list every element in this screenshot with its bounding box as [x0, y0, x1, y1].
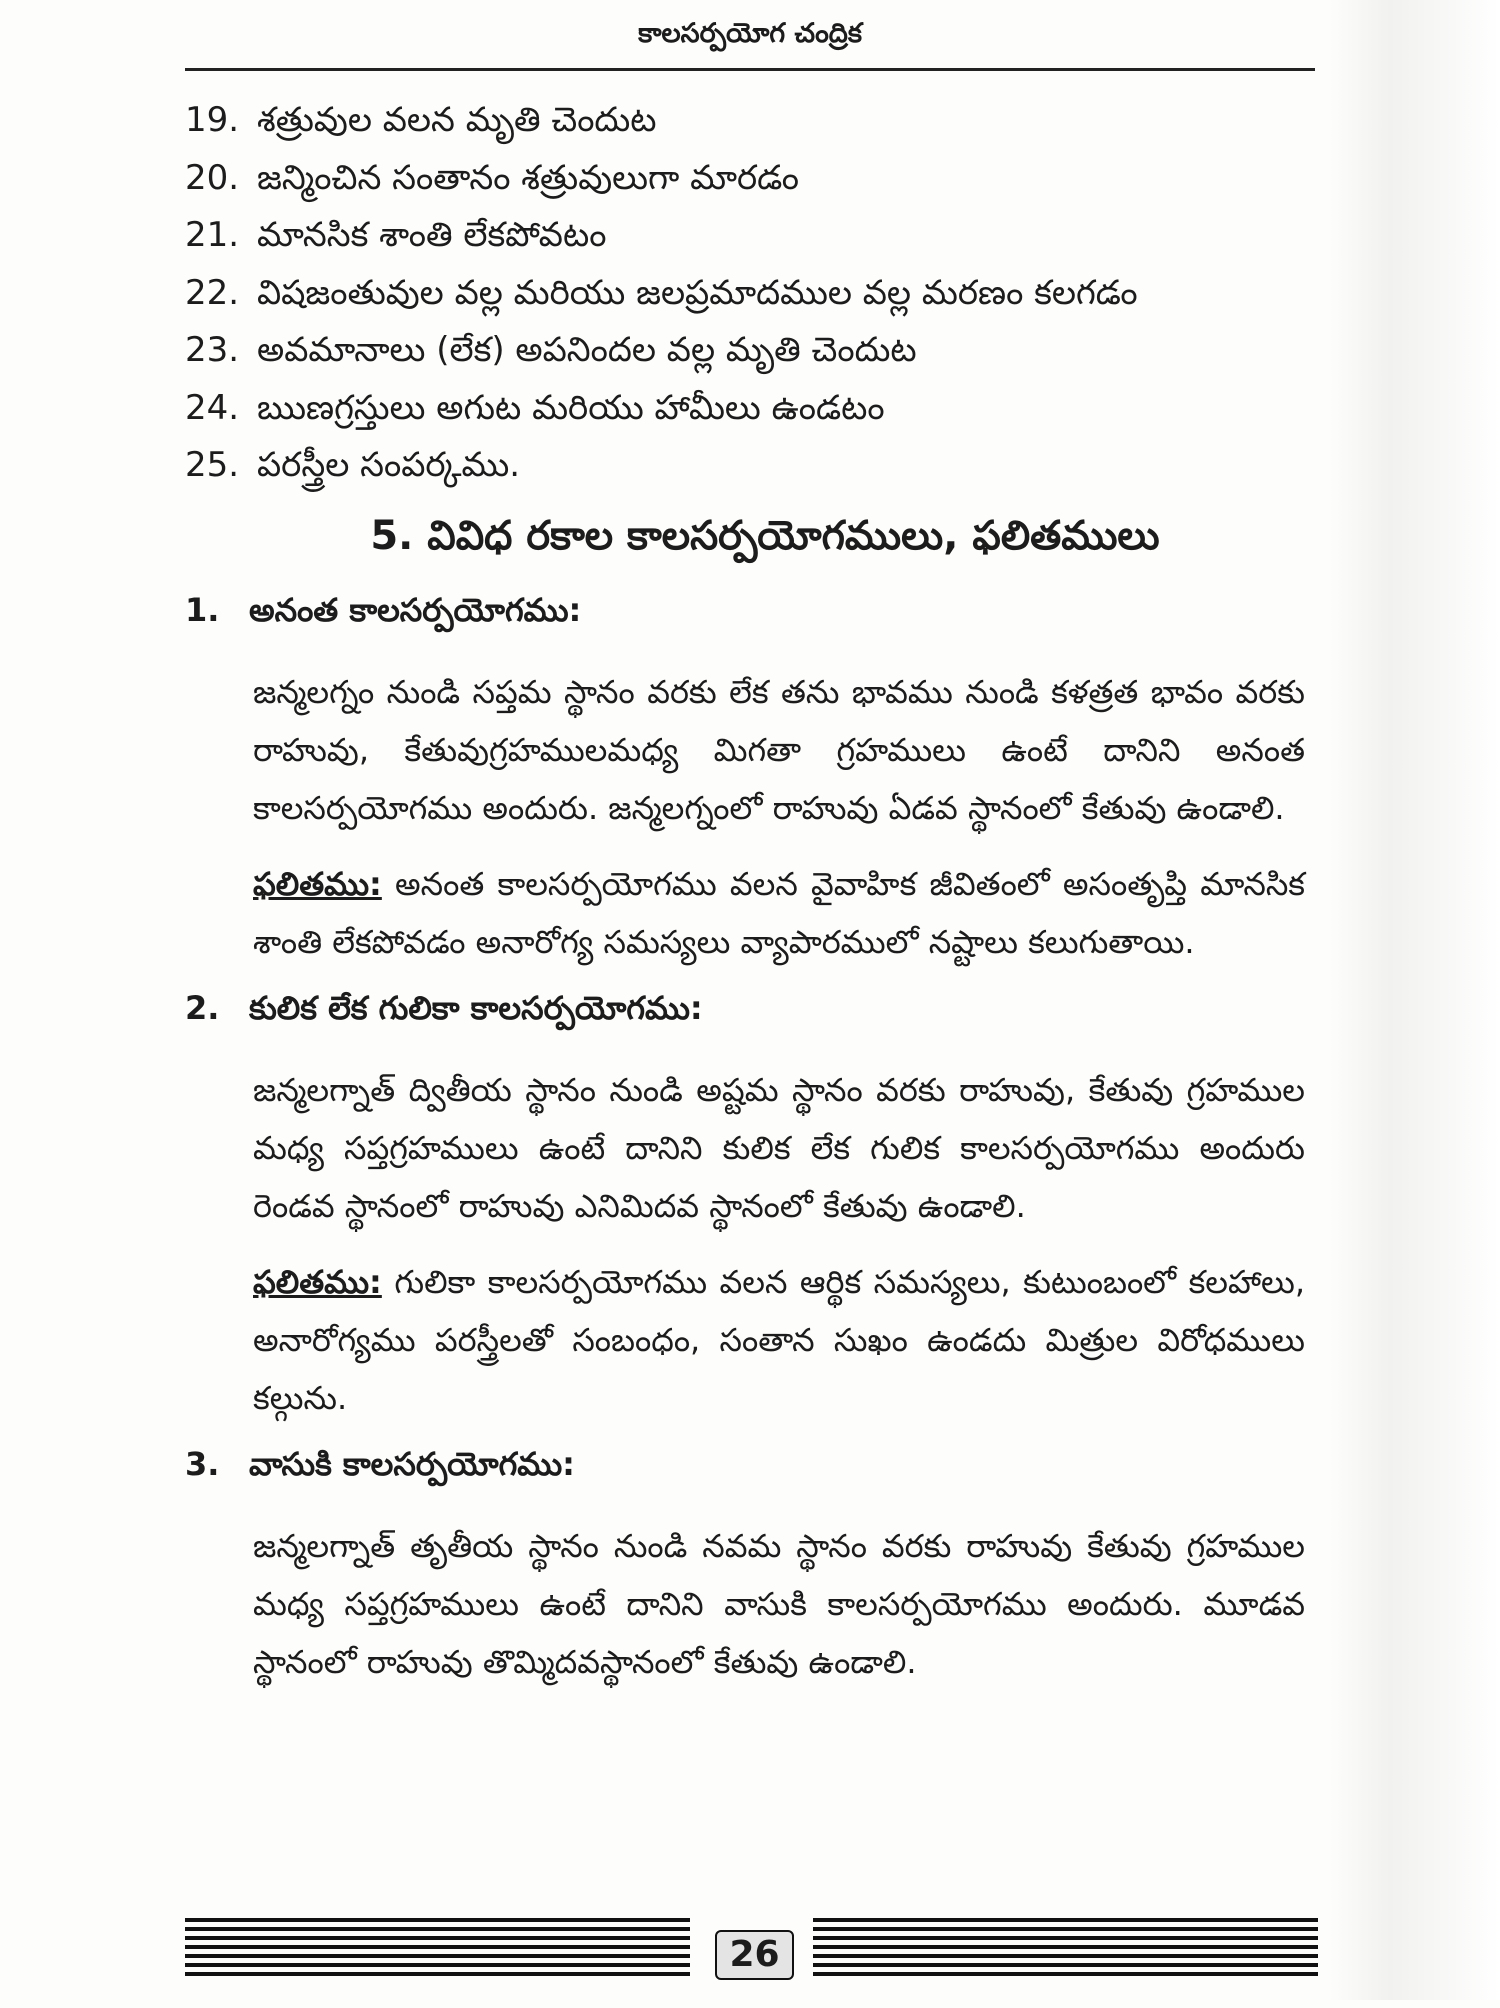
list-item-text: విషజంతువుల వల్ల మరియు జలప్రమాదముల వల్ల మరణం కలగడం — [257, 272, 1138, 313]
list-item-number: 24. — [185, 387, 240, 428]
section-number: 2. — [185, 988, 220, 1027]
footer-ornament-left — [185, 1918, 690, 2008]
list-item — [185, 380, 1315, 438]
section-heading-text: కులిక లేక గులికా కాలసర్పయోగము: — [249, 988, 703, 1027]
list-item-text: శత్రువుల వలన మృతి చెందుట — [257, 100, 657, 140]
page-number: 26 — [715, 1930, 794, 1980]
header-rule — [185, 68, 1315, 71]
running-header: కాలసర్పయోగ చంద్రిక — [638, 18, 862, 49]
list-item — [185, 437, 1315, 495]
section-number: 1. — [185, 590, 220, 629]
list-item-number: 21. — [185, 215, 240, 255]
page-margin-strip — [1330, 0, 1500, 2000]
result-text: గులికా కాలసర్పయోగము వలన ఆర్థిక సమస్యలు, కుటుంబంలో కలహాలు, అనారోగ్యము పరస్త్రీలతో సంబంధం, సంతాన సుఖం ఉండదు మిత్రుల విరోధములు కల్గును. — [253, 1262, 1305, 1417]
page-footer — [185, 1918, 1320, 2008]
chapter-title: 5. వివిధ రకాల కాలసర్పయోగములు, ఫలితములు — [370, 512, 1160, 559]
footer-ornament-right — [813, 1918, 1318, 2008]
section-vasuki — [185, 1445, 1315, 1691]
list-item-text: అవమానాలు (లేక) అపనిందల వల్ల మృతి చెందుట — [257, 330, 917, 370]
list-item-number: 20. — [185, 157, 240, 198]
list-item-number: 22. — [185, 272, 240, 313]
section-ananta — [185, 591, 1315, 971]
list-item-number: 25. — [185, 445, 240, 485]
list-item-text: జన్మించిన సంతానం శత్రువులుగా మారడం — [257, 157, 800, 198]
section-heading-text: వాసుకి కాలసర్పయోగము: — [249, 1444, 575, 1483]
list-item — [185, 150, 1315, 208]
list-item-text: ఋణగ్రస్తులు అగుట మరియు హామీలు ఉండటం — [257, 387, 885, 428]
section-kulika — [185, 989, 1315, 1427]
section-heading — [185, 1445, 1315, 1491]
list-item — [185, 322, 1315, 380]
section-heading-text: అనంత కాలసర్పయోగము: — [249, 590, 582, 629]
section-heading — [185, 591, 1315, 637]
result-label: ఫలితము: — [253, 1262, 382, 1301]
numbered-list — [185, 92, 1315, 495]
page-content — [185, 92, 1315, 1709]
section-body: జన్మలగ్నాత్ ద్వితీయ స్థానం నుండి అష్టమ స్థానం వరకు రాహువు, కేతువు గ్రహముల మధ్య సప్తగ్రహములు ఉంటే దానిని కులిక లేక గులిక కాలసర్పయోగము అందురు రెండవ స్థానంలో రాహువు ఎనిమిదవ స్థానంలో కేతువు ఉండాలి. — [253, 1070, 1305, 1225]
section-heading — [185, 989, 1315, 1035]
list-item-number: 19. — [185, 100, 240, 140]
section-number: 3. — [185, 1444, 220, 1483]
section-body: జన్మలగ్నం నుండి సప్తమ స్థానం వరకు లేక తను భావము నుండి కళత్రత భావం వరకు రాహువు, కేతువుగ్రహములమధ్య మిగతా గ్రహములు ఉంటే దానిని అనంత కాలసర్పయోగము అందురు. జన్మలగ్నంలో రాహువు ఏడవ స్థానంలో కేతువు ఉండాలి. — [253, 672, 1305, 827]
list-item — [185, 265, 1315, 323]
list-item-number: 23. — [185, 330, 240, 370]
result-label: ఫలితము: — [253, 864, 382, 903]
section-result — [253, 1253, 1305, 1427]
result-text: అనంత కాలసర్పయోగము వలన వైవాహిక జీవితంలో అసంతృప్తి మానసిక శాంతి లేకపోవడం అనారోగ్య సమస్యలు వ్యాపారములో నష్టాలు కలుగుతాయి. — [253, 864, 1305, 961]
list-item-text: మానసిక శాంతి లేకపోవటం — [257, 215, 607, 255]
list-item — [185, 207, 1315, 265]
section-result — [253, 855, 1305, 971]
section-body: జన్మలగ్నాత్ తృతీయ స్థానం నుండి నవమ స్థానం వరకు రాహువు కేతువు గ్రహముల మధ్య సప్తగ్రహములు ఉంటే దానిని వాసుకి కాలసర్పయోగము అందురు. మూడవ స్థానంలో రాహువు తొమ్మిదవస్థానంలో కేతువు ఉండాలి. — [253, 1526, 1305, 1681]
list-item-text: పరస్త్రీల సంపర్కము. — [257, 445, 521, 485]
list-item — [185, 92, 1315, 150]
